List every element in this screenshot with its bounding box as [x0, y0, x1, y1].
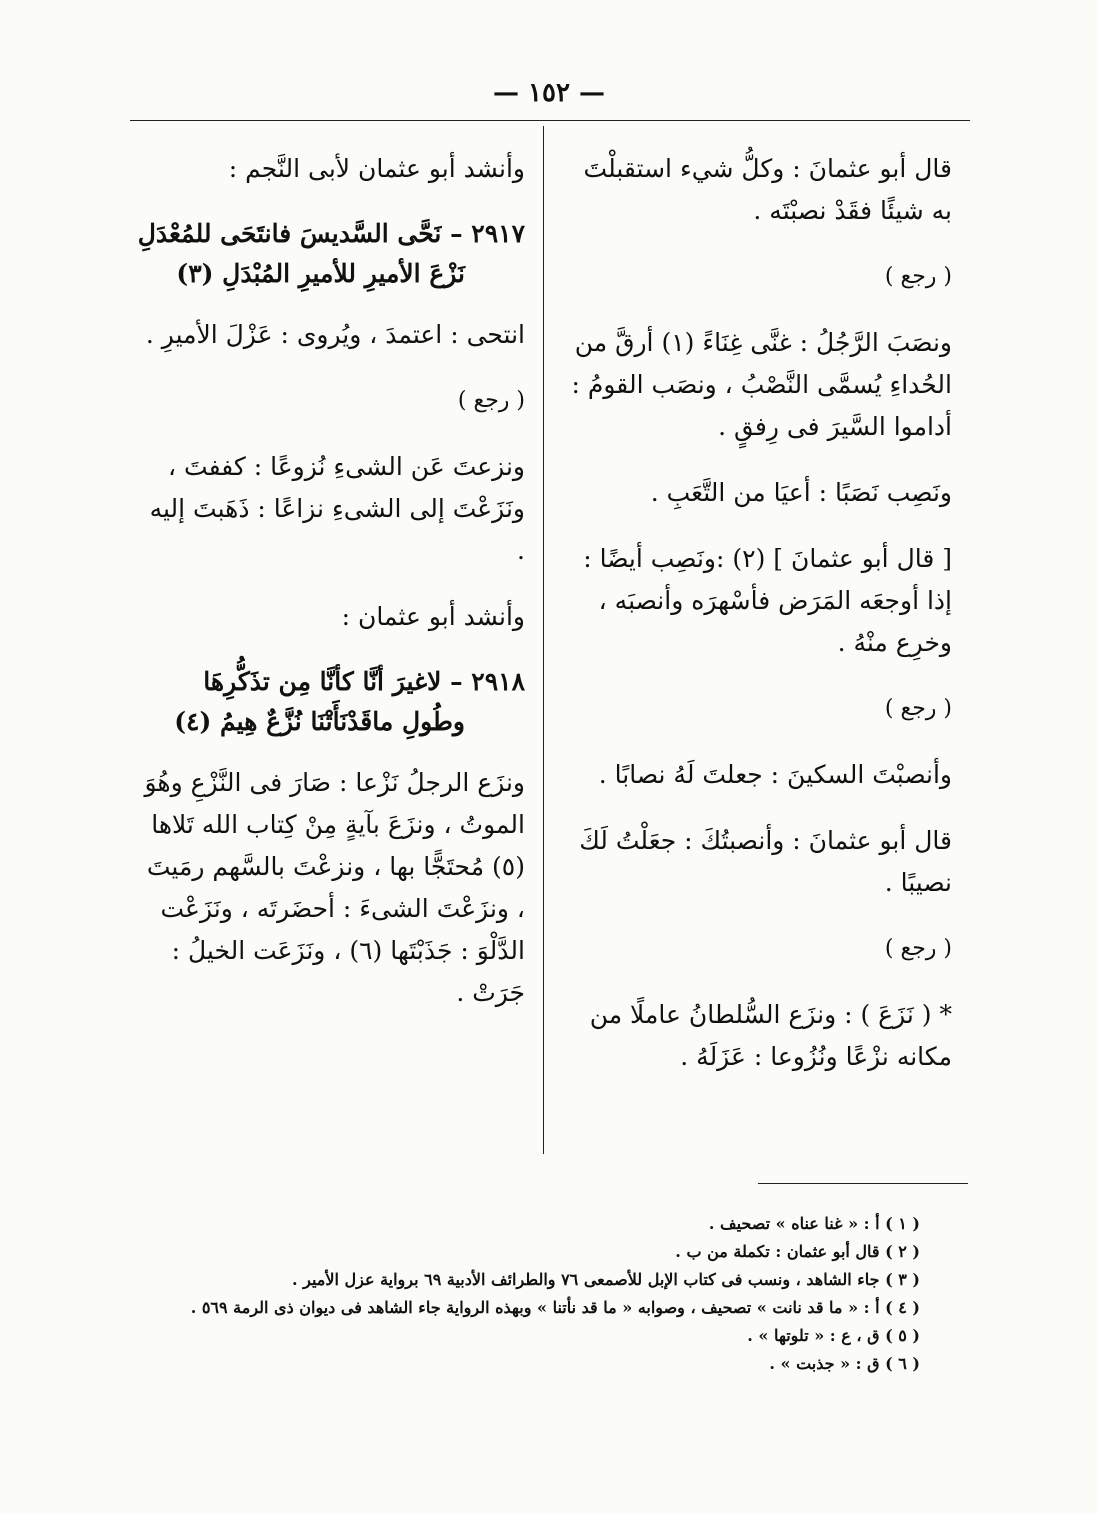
- column-divider: [543, 126, 544, 1154]
- paragraph: انتحى : اعتمدَ ، ويُروى : عَزْلَ الأميرِ .: [145, 320, 525, 349]
- verse-2917: [135, 214, 525, 294]
- paragraph: وأنشد أبو عثمان لأبى النَّجم :: [228, 154, 525, 183]
- paragraph: ونَصِب نَصَبًا : أعيَا من التَّعَبِ .: [650, 478, 952, 507]
- verse-hemistich-2: نَزْعَ الأميرِ للأميرِ المُبْدَلِ (٣): [176, 259, 465, 288]
- paragraph: ونزعتَ عَن الشىءِ نُزوعًا : كففتَ ، ونَزَعْتَ إلى الشىءِ نزاعًا : ذَهَبتَ إليه .: [149, 452, 525, 565]
- footnote-5: ( ٥ ) ق ، ع : « تلوتها » .: [747, 1326, 920, 1345]
- footnote-4: ( ٤ ) أ : « ما قد نانت » تصحيف ، وصوابه « ما قد نأتنا » وبهذه الرواية جاء الشاهد فى ديوان ذى الرمة ٥٦٩ .: [190, 1298, 920, 1317]
- header-rule: [130, 120, 970, 121]
- footnote-rule: [758, 1183, 968, 1184]
- verse-hemistich-1: ٢٩١٨ – لاغيرَ أنَّا كأنَّا مِن تذَكُّرِهَا: [203, 667, 525, 696]
- paragraph: [ قال أبو عثمانَ ] (٢) :ونَصِب أيضًا : إذا أوجعَه المَرَض فأسْهرَه وأنصبَه ، وخرِع منْهُ .: [583, 544, 952, 657]
- paragraph: ونزَع الرجلُ نَزْعا : صَارَ فى النَّزْعِ وهُوَ الموتُ ، ونزَعَ بآيةٍ مِنْ كِتاب الله تَلاها (٥) مُحتَجًّا بها ، ونزعْتَ بالسَّهم رمَيتَ ، ونزَعْتَ الشىءَ : أحضَرتَه ، ونَزَعْت الدَّلْوَ : جَذَبْتَها (٦) ، ونَزَعَت الخيلُ : جَرَتْ .: [144, 768, 525, 1007]
- return-marker: ( رجع ): [457, 388, 525, 413]
- verse-hemistich-2: وطُولِ ماقَدْنَأَتْنَا نُزَّعٌ هِيمُ (٤): [174, 707, 465, 736]
- right-column: [568, 148, 952, 1102]
- return-marker: ( رجع ): [884, 936, 952, 961]
- paragraph: وأنصبْتَ السكينَ : جعلتَ لَهُ نصابًا .: [598, 760, 952, 789]
- footnote-6: ( ٦ ) ق : « جذبت » .: [769, 1354, 920, 1373]
- verse-hemistich-1: ٢٩١٧ – نَحَّى السَّديسَ فانتَحَى للمُعْدَلِ: [137, 219, 525, 248]
- paragraph: قال أبو عثمانَ : وأنصبتُكَ : جعَلْتُ لَكَ نصيبًا .: [579, 826, 952, 897]
- paragraph: قال أبو عثمانَ : وكلُّ شيء استقبلْتَ به شيئًا فقَدْ نصبْتَه .: [583, 154, 952, 225]
- paragraph: وأنشد أبو عثمان :: [341, 602, 525, 631]
- return-marker: ( رجع ): [884, 696, 952, 721]
- footnote-1: ( ١ ) أ : « غنا عناه » تصحيف .: [708, 1214, 920, 1233]
- return-marker: ( رجع ): [884, 264, 952, 289]
- entry-heading-paragraph: * ( نَزَعَ ) : ونزَع السُّلطانُ عاملًا من مكانه نزْعًا ونُزُوعا : عَزَلَهُ .: [589, 1000, 952, 1071]
- page-number: — ١٥٢ —: [492, 78, 606, 108]
- footnote-3: ( ٣ ) جاء الشاهد ، ونسب فى كتاب الإبل للأصمعى ٧٦ والطرائف الأدبية ٦٩ برواية عزل الأمير .: [292, 1270, 920, 1289]
- paragraph: ونصَبَ الرَّجُلُ : غنَّى غِنَاءً (١) أرقَّ من الحُداءِ يُسمَّى النَّصْبُ ، ونصَب القومُ : أداموا السَّيرَ فى رِفقٍ .: [571, 328, 952, 441]
- footnote-2: ( ٢ ) قال أبو عثمان : تكملة من ب .: [675, 1242, 920, 1261]
- verse-2918: [135, 662, 525, 742]
- footnotes: [150, 1210, 920, 1378]
- left-column: [135, 148, 525, 1038]
